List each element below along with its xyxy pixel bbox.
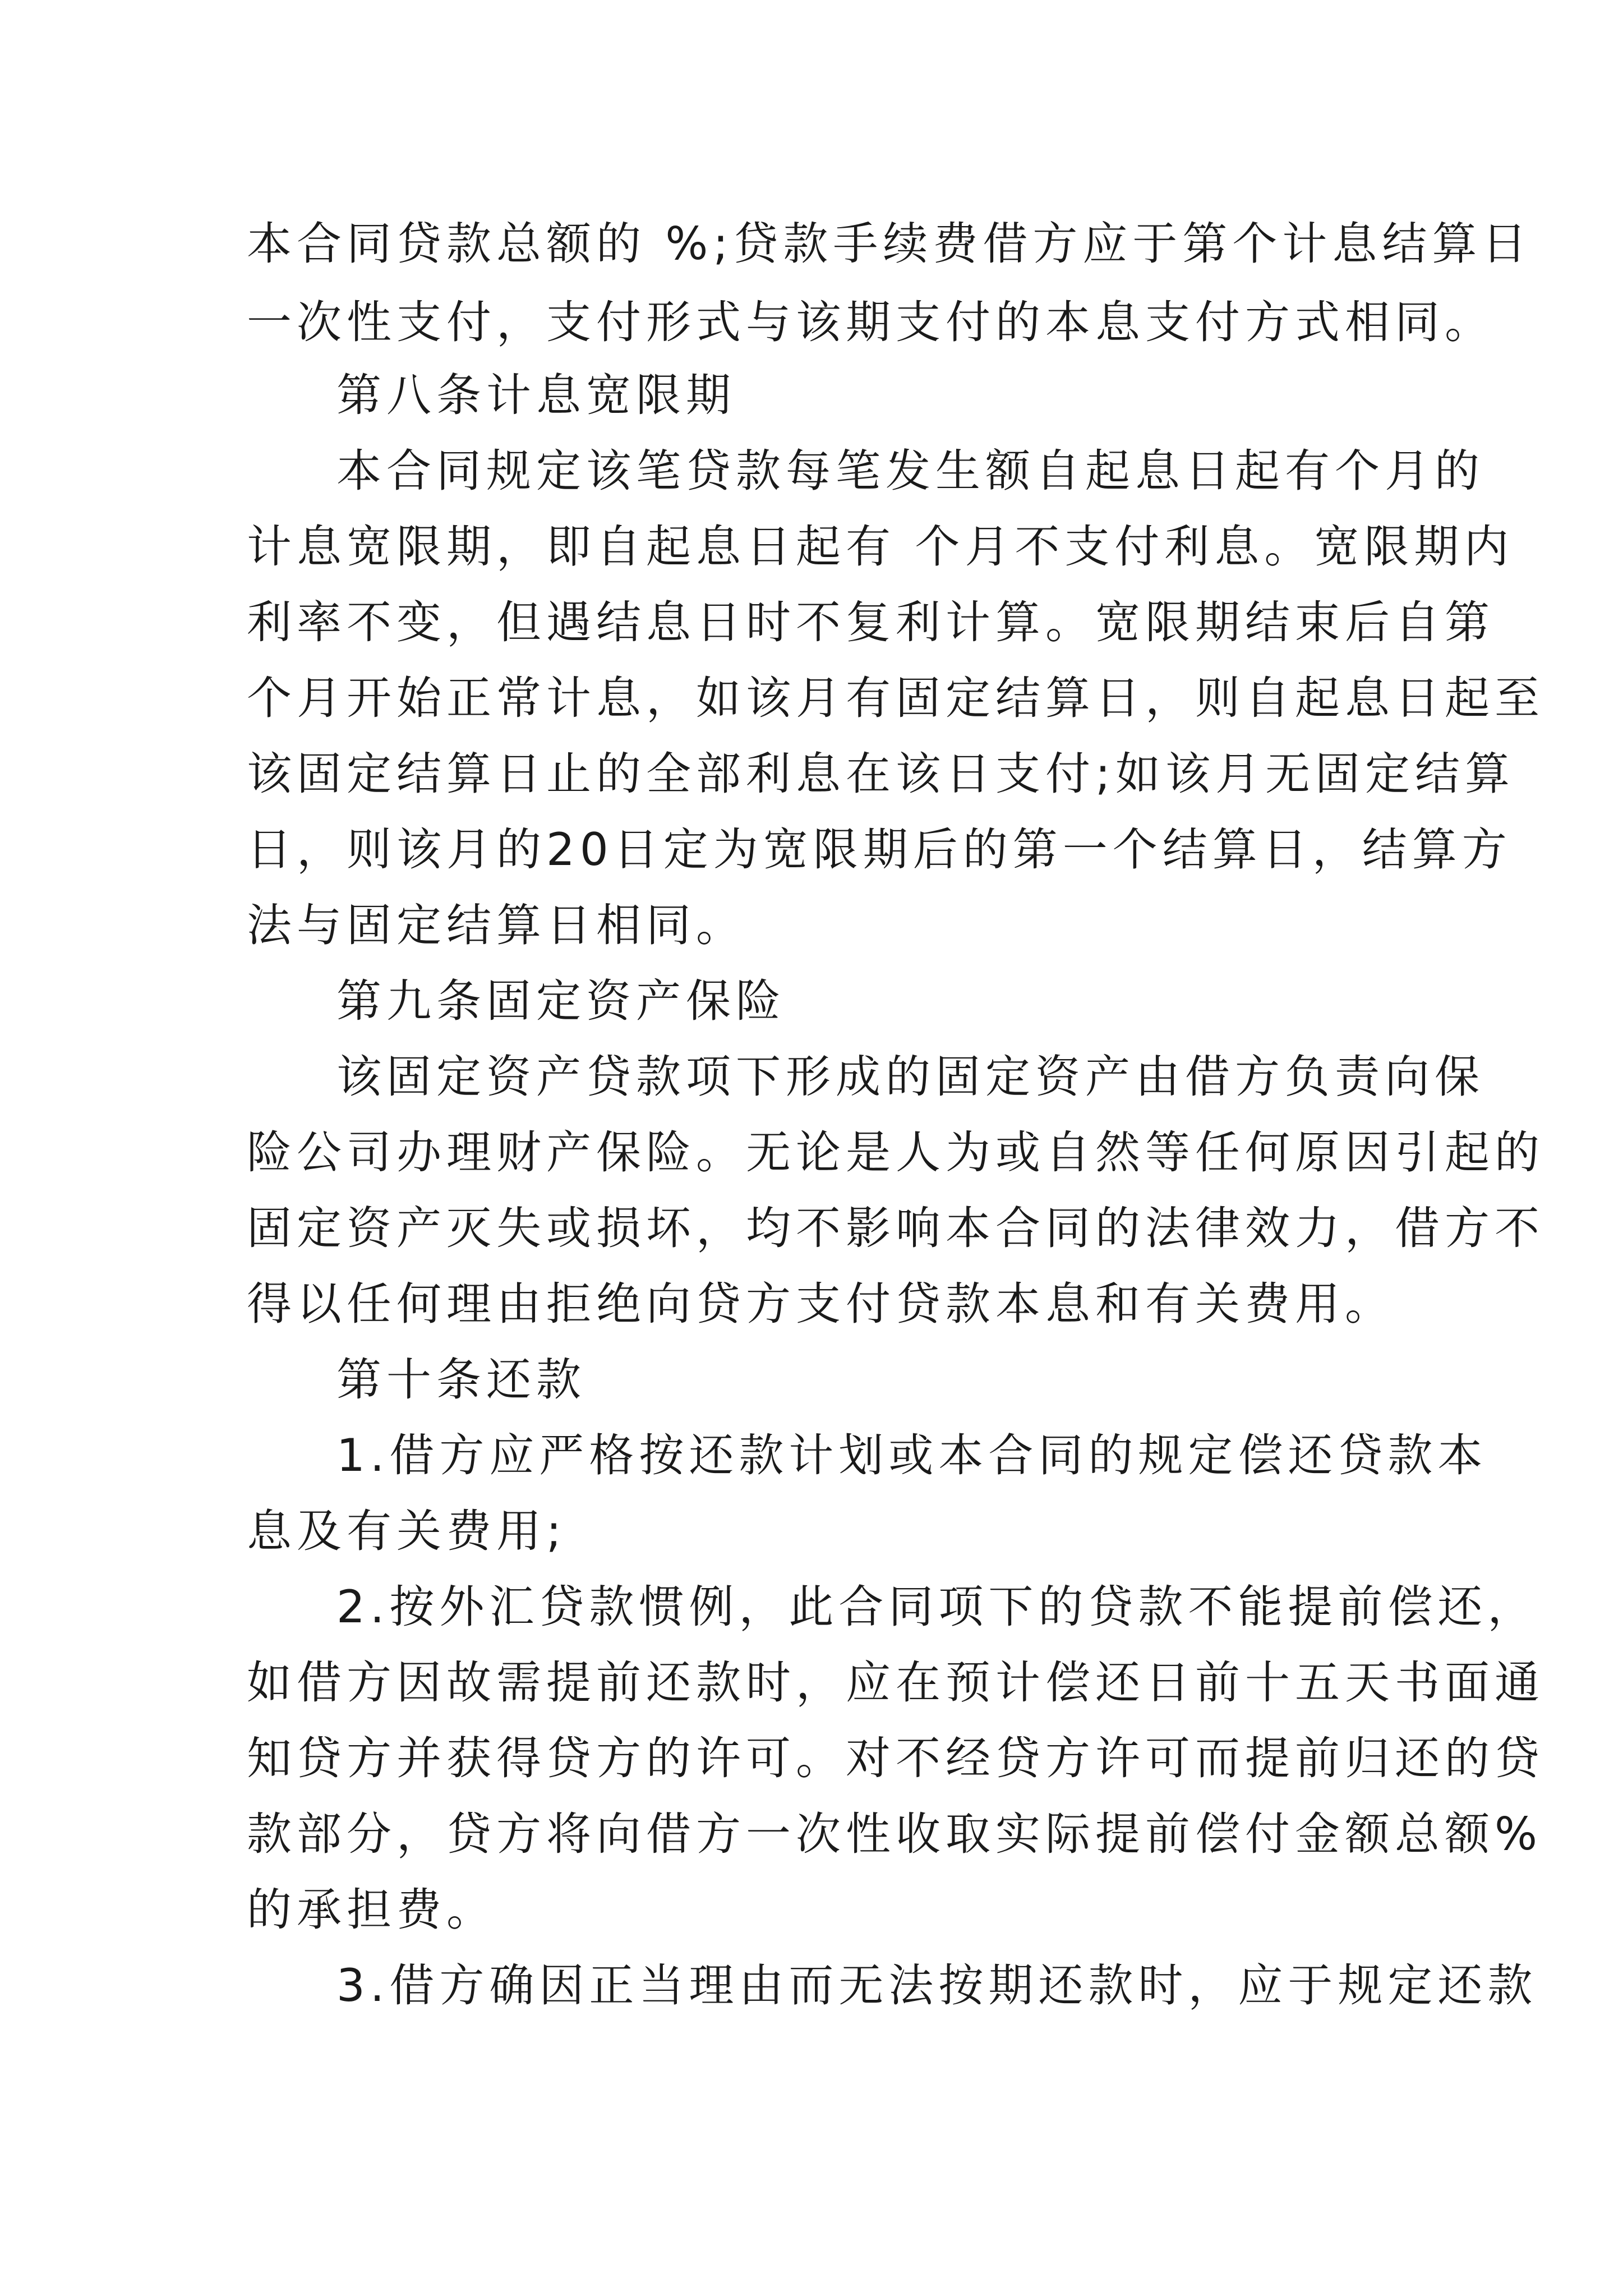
text-line: 2.按外汇贷款惯例，此合同项下的贷款不能提前偿还，: [336, 1581, 1538, 1633]
text-line: 该固定结算日止的全部利息在该日支付;如该月无固定结算: [247, 748, 1515, 800]
text-line: 固定资产灭失或损坏，均不影响本合同的法律效力，借方不: [247, 1202, 1544, 1254]
section-heading-9: 第九条固定资产保险: [336, 975, 786, 1027]
text-line: 计息宽限期，即自起息日起有 个月不支付利息。宽限期内: [247, 521, 1514, 573]
text-line: 1.借方应严格按还款计划或本合同的规定偿还贷款本: [336, 1429, 1488, 1481]
text-line: 个月开始正常计息，如该月有固定结算日，则自起息日起至: [247, 672, 1544, 724]
section-heading-10: 第十条还款: [336, 1354, 586, 1406]
text-line: 得以任何理由拒绝向贷方支付贷款本息和有关费用。: [247, 1278, 1395, 1330]
text-line: 如借方因故需提前还款时，应在预计偿还日前十五天书面通: [247, 1657, 1544, 1709]
text-line: 日，则该月的20日定为宽限期后的第一个结算日，结算方: [247, 823, 1512, 876]
text-line: 知贷方并获得贷方的许可。对不经贷方许可而提前归还的贷: [247, 1732, 1544, 1784]
text-line: 的承担费。: [247, 1884, 496, 1936]
text-line: 3.借方确因正当理由而无法按期还款时，应于规定还款: [336, 1959, 1538, 2012]
text-line: 利率不变，但遇结息日时不复利计算。宽限期结束后自第: [247, 596, 1495, 648]
section-heading-8: 第八条计息宽限期: [336, 369, 736, 421]
text-line: 一次性支付，支付形式与该期支付的本息支付方式相同。: [247, 296, 1495, 348]
text-line: 法与固定结算日相同。: [247, 899, 746, 951]
text-line: 息及有关费用;: [247, 1505, 566, 1557]
text-line: 险公司办理财产保险。无论是人为或自然等任何原因引起的: [247, 1126, 1544, 1179]
text-line: 本合同贷款总额的 %;贷款手续费借方应于第个计息结算日: [247, 218, 1532, 270]
text-line: 该固定资产贷款项下形成的固定资产由借方负责向保: [336, 1051, 1484, 1103]
text-line: 款部分，贷方将向借方一次性收取实际提前偿付金额总额%: [247, 1808, 1543, 1860]
text-line: 本合同规定该笔贷款每笔发生额自起息日起有个月的: [336, 445, 1484, 497]
